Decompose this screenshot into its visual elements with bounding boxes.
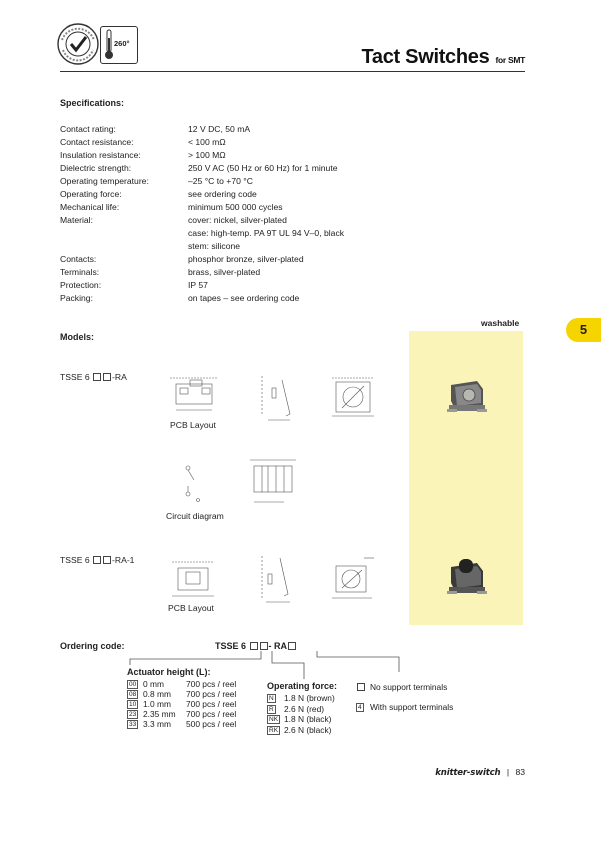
actuator-code-box bbox=[250, 642, 258, 650]
spec-value: phosphor bronze, silver-plated bbox=[188, 254, 304, 264]
pieces-per-reel: 700 pcs / reel bbox=[186, 679, 237, 689]
operating-force-heading: Operating force: bbox=[267, 681, 338, 691]
spec-row bbox=[60, 228, 480, 241]
actuator-row bbox=[127, 699, 237, 709]
chapter-tab: 5 bbox=[566, 318, 601, 342]
actuator-height: 2.35 mm bbox=[143, 709, 176, 719]
force-code: R bbox=[269, 705, 274, 713]
force-row bbox=[267, 703, 325, 714]
support-code bbox=[357, 683, 365, 691]
product-photo-panel bbox=[409, 331, 523, 625]
spec-value: –25 °C to +70 °C bbox=[188, 176, 253, 186]
spec-key: Contacts: bbox=[60, 254, 97, 264]
pcb-layout-caption-2: PCB Layout bbox=[168, 603, 214, 613]
force-label: 1.8 N (black) bbox=[284, 714, 332, 724]
spec-value: < 100 mΩ bbox=[188, 137, 226, 147]
model-ra1-label: TSSE 6 -RA-1 bbox=[60, 555, 135, 565]
spec-row bbox=[60, 176, 480, 189]
spec-row bbox=[60, 163, 480, 176]
actuator-code: 00 bbox=[129, 681, 137, 688]
spec-row bbox=[60, 267, 480, 280]
force-row bbox=[267, 724, 332, 735]
spec-key: Operating force: bbox=[60, 189, 122, 199]
spec-key: Protection: bbox=[60, 280, 102, 290]
support-label: No support terminals bbox=[370, 682, 448, 692]
spec-row bbox=[60, 189, 480, 202]
force-label: 2.6 N (red) bbox=[284, 703, 325, 714]
washable-label: washable bbox=[481, 318, 520, 328]
model-ra-label: TSSE 6 -RA bbox=[60, 372, 127, 382]
spec-row bbox=[60, 202, 480, 215]
spec-value: 250 V AC (50 Hz or 60 Hz) for 1 minute bbox=[188, 163, 338, 173]
actuator-code: 23 bbox=[129, 711, 137, 718]
placeholder-box bbox=[93, 556, 101, 564]
pieces-per-reel: 700 pcs / reel bbox=[186, 709, 237, 719]
spec-value: stem: silicone bbox=[188, 241, 241, 251]
spec-value: minimum 500 000 cycles bbox=[188, 202, 283, 212]
temperature-value: 260° bbox=[114, 39, 130, 48]
rohs-badge-icon bbox=[56, 22, 100, 66]
spec-value: cover: nickel, silver-plated bbox=[188, 215, 287, 225]
force-label: 2.6 N (black) bbox=[284, 724, 332, 735]
support-label: With support terminals bbox=[370, 702, 454, 712]
actuator-height: 1.0 mm bbox=[143, 699, 171, 709]
title-divider bbox=[60, 71, 525, 72]
ordering-code-pattern: TSSE 6 - RA bbox=[215, 641, 297, 651]
force-code: NK bbox=[269, 716, 279, 723]
spec-key: Contact rating: bbox=[60, 124, 116, 134]
spec-key: Dielectric strength: bbox=[60, 163, 132, 173]
spec-row bbox=[60, 137, 480, 150]
force-row bbox=[267, 714, 332, 724]
spec-value: 12 V DC, 50 mA bbox=[188, 124, 251, 134]
page-title: Tact Switches for SMT bbox=[361, 46, 525, 68]
front-drawing-ra1 bbox=[328, 552, 380, 604]
spec-key: Material: bbox=[60, 215, 93, 225]
specifications-heading: Specifications: bbox=[60, 98, 125, 108]
actuator-code: 08 bbox=[129, 691, 137, 698]
spec-value: brass, silver-plated bbox=[188, 267, 261, 277]
pieces-per-reel: 700 pcs / reel bbox=[186, 689, 237, 699]
placeholder-box bbox=[93, 373, 101, 381]
spec-key: Insulation resistance: bbox=[60, 150, 141, 160]
actuator-row bbox=[127, 709, 237, 719]
spec-row bbox=[60, 241, 480, 254]
placeholder-box bbox=[103, 373, 111, 381]
spec-key: Terminals: bbox=[60, 267, 100, 277]
pieces-per-reel: 700 pcs / reel bbox=[186, 699, 237, 709]
spec-key: Operating temperature: bbox=[60, 176, 149, 186]
force-code: N bbox=[269, 695, 274, 702]
force-code-box bbox=[260, 642, 268, 650]
spec-value: > 100 MΩ bbox=[188, 150, 226, 160]
models-heading: Models: bbox=[60, 332, 95, 342]
actuator-height-heading: Actuator height (L): bbox=[127, 667, 211, 677]
actuator-row bbox=[127, 719, 237, 729]
actuator-row bbox=[127, 689, 237, 699]
pcb-drawing-ra1 bbox=[166, 556, 226, 602]
spec-value: case: high-temp. PA 9T UL 94 V–0, black bbox=[188, 228, 345, 238]
spec-row bbox=[60, 293, 480, 306]
page-footer bbox=[435, 767, 525, 778]
switch-photo-ra bbox=[409, 331, 523, 625]
circuit-diagram-caption: Circuit diagram bbox=[166, 511, 224, 521]
spec-key: Contact resistance: bbox=[60, 137, 134, 147]
actuator-height: 3.3 mm bbox=[143, 719, 171, 729]
spec-key: Packing: bbox=[60, 293, 93, 303]
spec-row bbox=[60, 124, 480, 137]
ordering-code-label: Ordering code: bbox=[60, 641, 125, 651]
actuator-code: 10 bbox=[129, 701, 137, 708]
circuit-diagram-drawing bbox=[180, 458, 210, 506]
temperature-badge bbox=[100, 26, 138, 64]
support-row bbox=[356, 702, 454, 712]
spec-row bbox=[60, 254, 480, 267]
actuator-height: 0.8 mm bbox=[143, 689, 171, 699]
force-code: RK bbox=[269, 726, 279, 734]
page-number: 83 bbox=[515, 767, 525, 777]
support-row bbox=[356, 682, 448, 692]
spec-value: on tapes – see ordering code bbox=[188, 293, 300, 303]
actuator-row bbox=[127, 679, 237, 689]
spec-key: Mechanical life: bbox=[60, 202, 120, 212]
actuator-height: 0 mm bbox=[143, 679, 164, 689]
side-drawing-ra bbox=[256, 372, 300, 424]
footer-separator: | bbox=[506, 767, 510, 777]
spec-row bbox=[60, 215, 480, 228]
force-row bbox=[267, 693, 335, 703]
pcb-drawing-ra bbox=[166, 372, 226, 420]
actuator-code: 33 bbox=[129, 721, 137, 728]
brand-name: knitter-switch bbox=[435, 768, 501, 778]
support-code: 4 bbox=[358, 704, 362, 711]
pcb-layout-caption: PCB Layout bbox=[170, 420, 216, 430]
placeholder-box bbox=[103, 556, 111, 564]
spec-row bbox=[60, 280, 480, 293]
force-label: 1.8 N (brown) bbox=[284, 693, 335, 703]
page-subtitle: for SMT bbox=[495, 55, 525, 65]
dimension-drawing-ra bbox=[246, 456, 304, 510]
side-drawing-ra1 bbox=[256, 552, 300, 606]
pieces-per-reel: 500 pcs / reel bbox=[186, 719, 237, 729]
spec-value: IP 57 bbox=[188, 280, 208, 290]
spec-value: see ordering code bbox=[188, 189, 257, 199]
support-code-box bbox=[288, 642, 296, 650]
certification-badges bbox=[56, 22, 142, 66]
spec-row bbox=[60, 150, 480, 163]
front-drawing-ra bbox=[328, 372, 380, 424]
